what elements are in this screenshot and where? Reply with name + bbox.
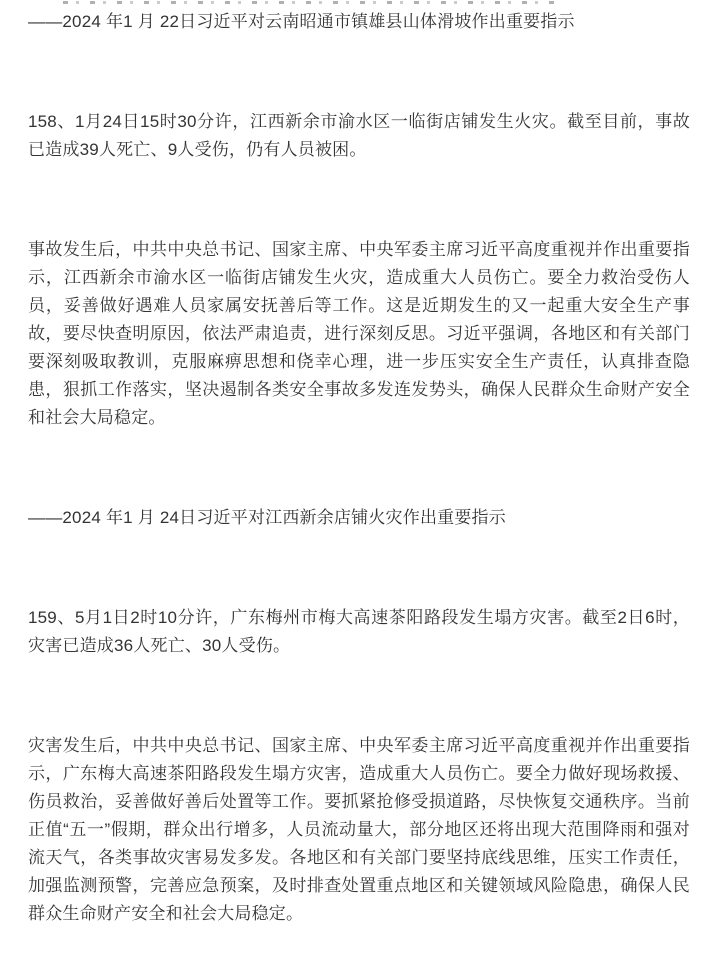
- item-158-instruction-paragraph: 事故发生后，中共中央总书记、国家主席、中央军委主席习近平高度重视并作出重要指示，江西新余市渝水区一临街店铺发生火灾，造成重大人员伤亡。要全力救治受伤人员，妥善做好遇难人员家属安抚善后等工作。这是近期发生的又一起重大安全生产事故，要尽快查明原因，依法严肃追责，进行深刻反思。习近平强调，各地区和有关部门要深刻吸取教训，克服麻痹思想和侥幸心理，进一步压实安全生产责任，认真排查隐患，狠抓工作落实，坚决遏制各类安全事故多发连发势头，确保人民群众生命财产安全和社会大局稳定。: [28, 240, 690, 427]
- item-159-instruction-paragraph: 灾害发生后，中共中央总书记、国家主席、中央军委主席习近平高度重视并作出重要指示，广东梅大高速茶阳路段发生塌方灾害，造成重大人员伤亡。要全力做好现场救援、伤员救治，妥善做好善后处置等工作。要抓紧抢修受损道路，尽快恢复交通秩序。当前正值“五一”假期，群众出行增多，人员流动量大，部分地区还将出现大范围降雨和强对流天气，各类事故灾害易发多发。各地区和有关部门要坚持底线思维，压实工作责任，加强监测预警，完善应急预案，及时排查处置重点地区和关键领域风险隐患，确保人民群众生命财产安全和社会大局稳定。: [28, 736, 690, 923]
- attribution-line-xinyu-fire: ——2024 年1 月 24日习近平对江西新余店铺火灾作出重要指示: [28, 508, 506, 527]
- numbered-item-158-summary: 158、1月24日15时30分许，江西新余市渝水区一临街店铺发生火灾。截至目前，事故已造成39人死亡、9人受伤，仍有人员被困。: [28, 112, 690, 159]
- numbered-item-159-summary: 159、5月1日2时10分许，广东梅州市梅大高速茶阳路段发生塌方灾害。截至2日6时，灾害已造成36人死亡、30人受伤。: [28, 608, 690, 655]
- attribution-line-yunnan-landslide: ——2024 年1 月 22日习近平对云南昭通市镇雄县山体滑坡作出重要指示: [28, 12, 575, 31]
